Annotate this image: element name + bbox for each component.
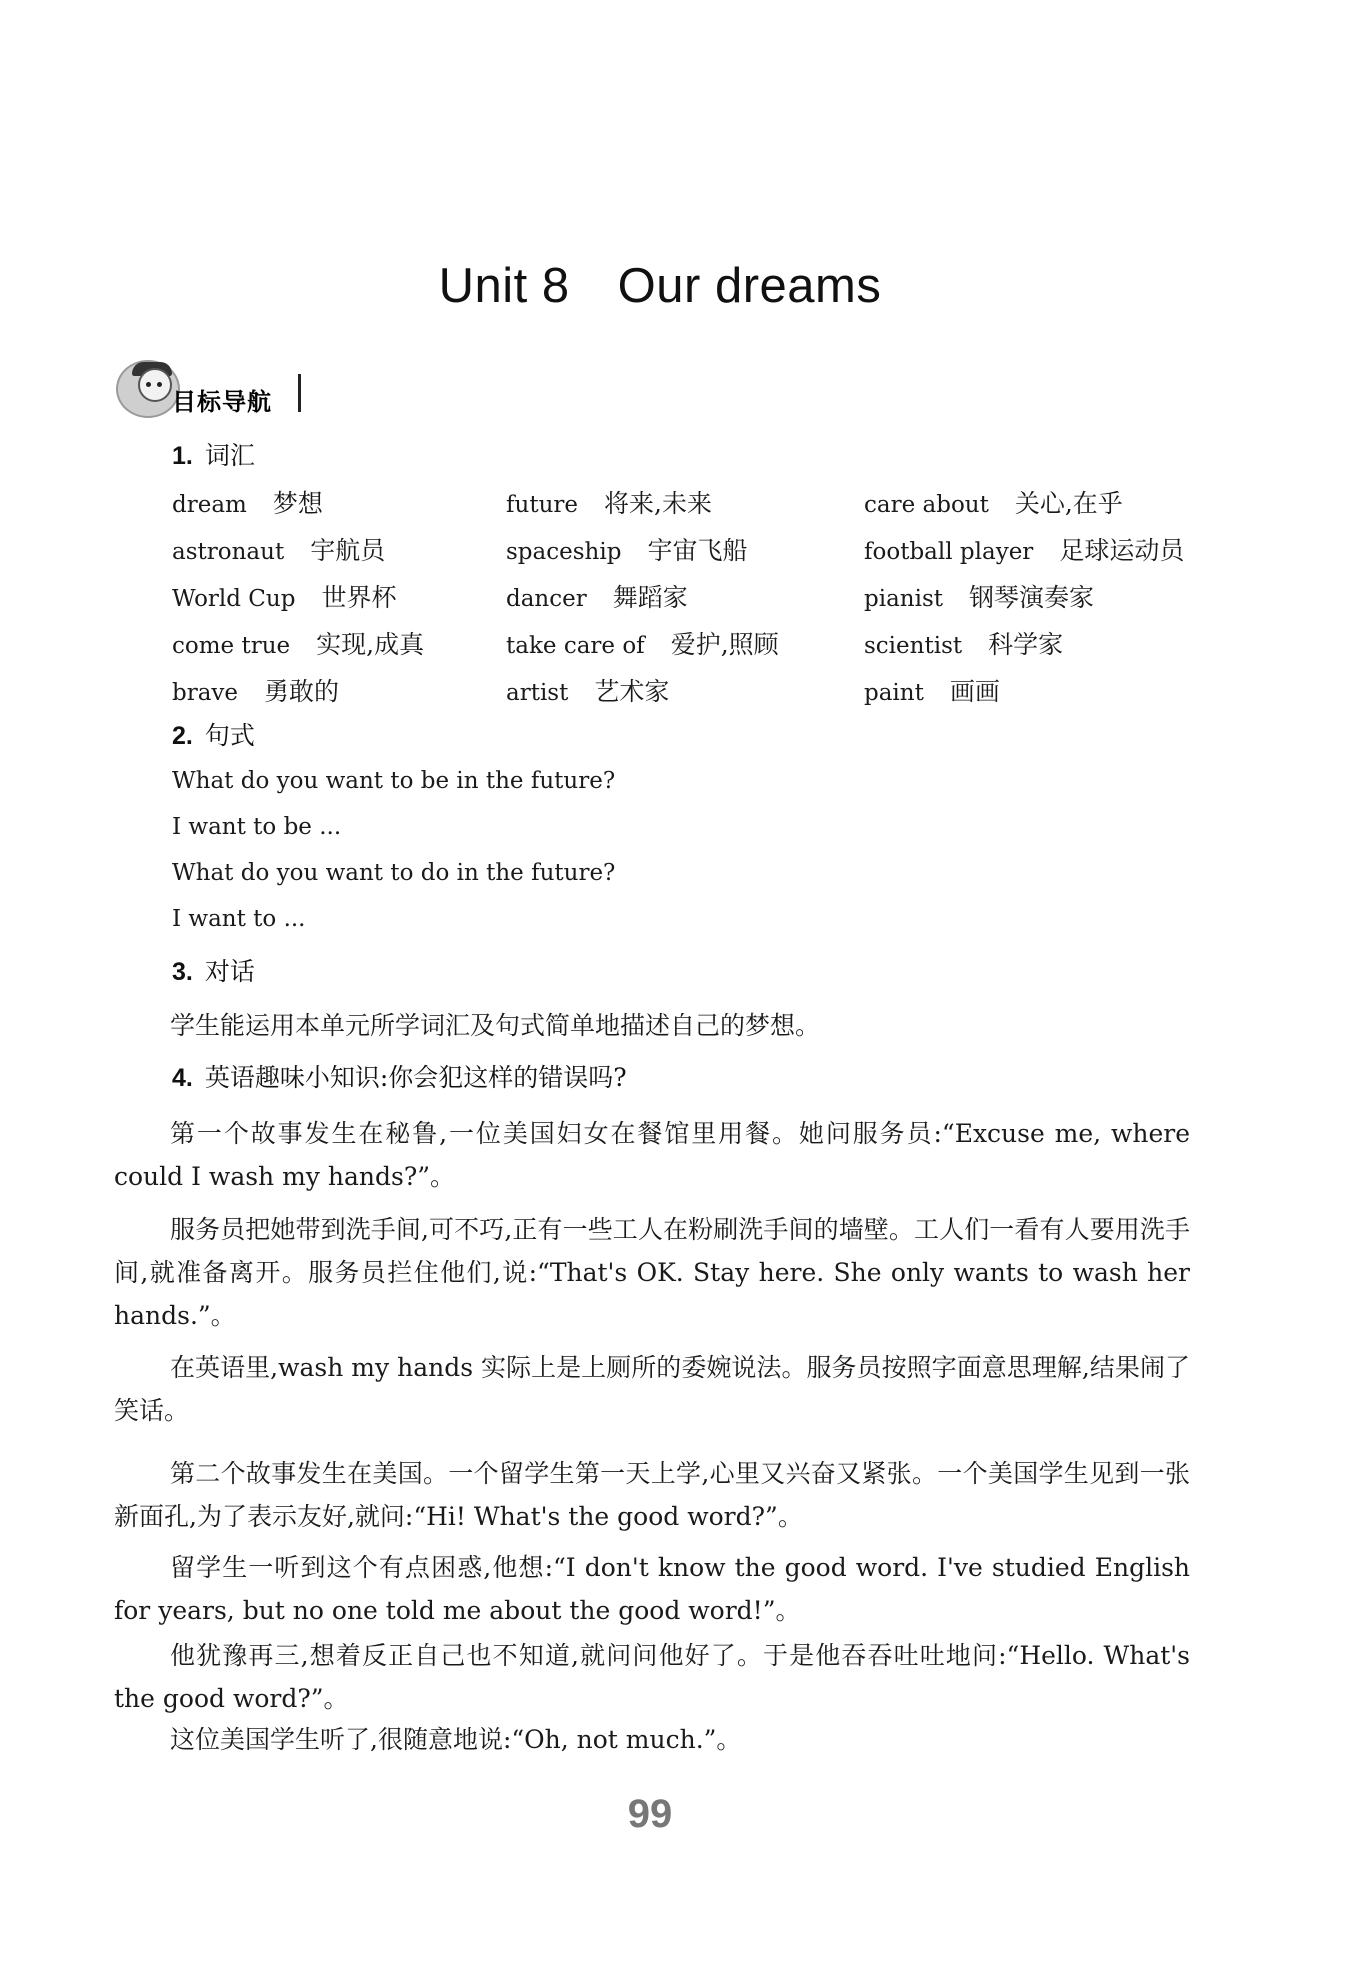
unit-name: Our dreams: [617, 259, 882, 313]
unit-number: Unit 8: [438, 259, 570, 313]
goal-navigation-label: 目标导航: [172, 388, 272, 416]
section-trivia-heading: 4. 英语趣味小知识:你会犯这样的错误吗?: [172, 1063, 627, 1092]
section-sentence-heading: 2. 句式: [172, 721, 255, 750]
story-paragraph: 这位美国学生听了,很随意地说:“Oh, not much.”。: [170, 1725, 742, 1754]
story-paragraph: 服务员把她带到洗手间,可不巧,正有一些工人在粉刷洗手间的墙壁。工人们一看有人要用洗手间,就准备离开。服务员拦住他们,说:“That's OK. Stay here. She only wants to wash her hands.”。: [114, 1215, 1190, 1330]
unit-title: [0, 258, 1320, 314]
vocab-item: World Cup 世界杯: [172, 583, 397, 612]
story-paragraph: 留学生一听到这个有点困惑,他想:“I don't know the good word. I've studied English for years, but no one told me about the good word!”。: [114, 1553, 1190, 1625]
vocab-column-1: [172, 480, 424, 715]
vocab-item: dream 梦想: [172, 489, 323, 518]
vocab-item: football player 足球运动员: [864, 536, 1185, 565]
dialogue-description: 学生能运用本单元所学词汇及句式简单地描述自己的梦想。: [170, 1011, 821, 1040]
vocab-item: care about 关心,在乎: [864, 489, 1123, 518]
vocab-item: spaceship 宇宙飞船: [506, 536, 748, 565]
vocab-column-3: [864, 480, 1184, 715]
story-paragraph: 第二个故事发生在美国。一个留学生第一天上学,心里又兴奋又紧张。一个美国学生见到一张新面孔,为了表示友好,就问:“Hi! What's the good word?”。: [114, 1459, 1190, 1531]
vocab-item: pianist 钢琴演奏家: [864, 583, 1095, 612]
page-number: 99: [627, 1792, 673, 1836]
mascot-icon: [116, 360, 180, 418]
section-vocabulary-heading: 1. 词汇: [172, 441, 255, 470]
story-paragraph: 他犹豫再三,想着反正自己也不知道,就问问他好了。于是他吞吞吐吐地问:“Hello. What's the good word?”。: [114, 1641, 1190, 1713]
vocab-item: take care of 爱护,照顾: [506, 630, 779, 659]
sentence-pattern: I want to be ...: [172, 814, 342, 840]
sentence-pattern: I want to ...: [172, 906, 306, 932]
vocab-item: artist 艺术家: [506, 677, 670, 706]
vocab-item: scientist 科学家: [864, 630, 1064, 659]
vocab-item: future 将来,未来: [506, 489, 712, 518]
story-paragraph: 在英语里,wash my hands 实际上是上厕所的委婉说法。服务员按照字面意思理解,结果闹了笑话。: [114, 1353, 1190, 1425]
vocab-column-2: [506, 480, 779, 715]
sentence-pattern: What do you want to do in the future?: [172, 860, 616, 886]
vocab-item: dancer 舞蹈家: [506, 583, 688, 612]
vocab-item: brave 勇敢的: [172, 677, 340, 706]
vocab-item: come true 实现,成真: [172, 630, 425, 659]
vocab-item: paint 画画: [864, 677, 1000, 706]
story-paragraph: 第一个故事发生在秘鲁,一位美国妇女在餐馆里用餐。她问服务员:“Excuse me, where could I wash my hands?”。: [114, 1119, 1190, 1191]
section-dialogue-heading: 3. 对话: [172, 957, 255, 986]
goal-navigation-badge: [116, 356, 316, 418]
badge-divider: [298, 374, 301, 412]
vocab-item: astronaut 宇航员: [172, 536, 386, 565]
sentence-pattern: What do you want to be in the future?: [172, 768, 616, 794]
vocabulary-table: [172, 480, 1202, 720]
